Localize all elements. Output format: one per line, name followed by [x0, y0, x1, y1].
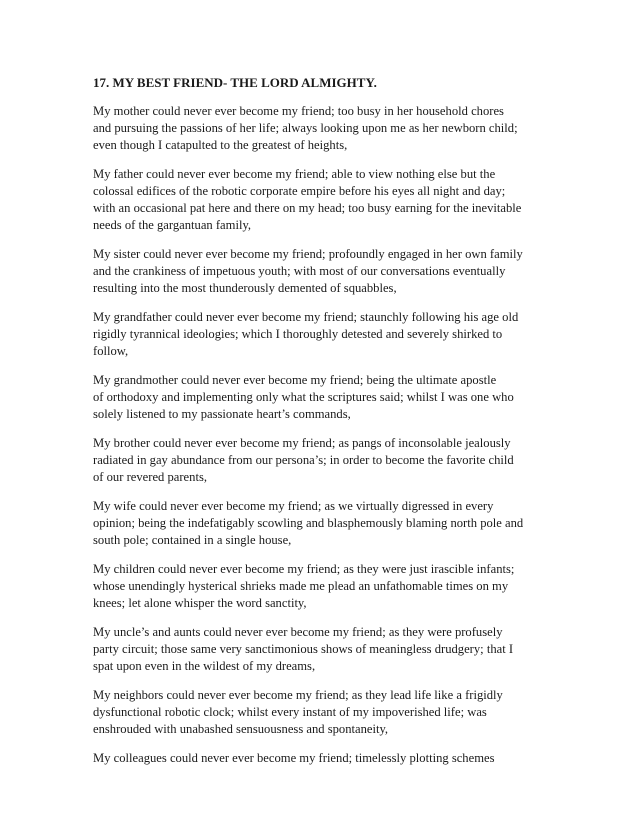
stanza-line: knees; let alone whisper the word sanctity,	[93, 596, 307, 610]
stanza-line: My colleagues could never ever become my friend; timelessly plotting schemes	[93, 751, 495, 765]
stanza-line: My children could never ever become my friend; as they were just irascible infants;	[93, 562, 515, 576]
stanza-line: of orthodoxy and implementing only what the scriptures said; whilst I was one who	[93, 390, 514, 404]
stanza	[93, 624, 553, 675]
stanza	[93, 687, 553, 738]
stanza-line: follow,	[93, 344, 129, 358]
stanza	[93, 498, 553, 549]
stanza-line: of our revered parents,	[93, 470, 207, 484]
stanza-line: spat upon even in the wildest of my dreams,	[93, 659, 316, 673]
stanza-line: My mother could never ever become my friend; too busy in her household chores	[93, 104, 504, 118]
stanza-line: with an occasional pat here and there on my head; too busy earning for the inevitable	[93, 201, 522, 215]
stanza-line: My father could never ever become my friend; able to view nothing else but the	[93, 167, 496, 181]
stanza	[93, 435, 553, 486]
stanza-line: My sister could never ever become my friend; profoundly engaged in her own family	[93, 247, 523, 261]
stanza	[93, 166, 553, 234]
stanza	[93, 561, 553, 612]
stanza-line: resulting into the most thunderously demented of squabbles,	[93, 281, 397, 295]
stanza	[93, 103, 553, 154]
stanza-line: My uncle’s and aunts could never ever become my friend; as they were profusely	[93, 625, 503, 639]
stanza	[93, 372, 553, 423]
stanza-line: south pole; contained in a single house,	[93, 533, 292, 547]
stanza-line: even though I catapulted to the greatest of heights,	[93, 138, 348, 152]
document-page	[93, 75, 553, 779]
stanza-line: and the crankiness of impetuous youth; with most of our conversations eventually	[93, 264, 506, 278]
stanza-line: needs of the gargantuan family,	[93, 218, 252, 232]
stanza-line: My neighbors could never ever become my friend; as they lead life like a frigidly	[93, 688, 503, 702]
poem-title: 17. MY BEST FRIEND- THE LORD ALMIGHTY.	[93, 75, 377, 90]
stanza-line: My wife could never ever become my friend; as we virtually digressed in every	[93, 499, 494, 513]
stanza-line: radiated in gay abundance from our persona’s; in order to become the favorite child	[93, 453, 514, 467]
stanza-line: whose unendingly hysterical shrieks made me plead an unfathomable times on my	[93, 579, 509, 593]
stanza-line: party circuit; those same very sanctimonious shows of meaningless drudgery; that I	[93, 642, 514, 656]
stanza-line: solely listened to my passionate heart’s commands,	[93, 407, 351, 421]
stanza-line: colossal edifices of the robotic corporate empire before his eyes all night and day;	[93, 184, 506, 198]
stanza	[93, 750, 553, 767]
stanza	[93, 246, 553, 297]
stanza-line: opinion; being the indefatigably scowling and blasphemously blaming north pole and	[93, 516, 524, 530]
stanza-line: and pursuing the passions of her life; always looking upon me as her newborn child;	[93, 121, 518, 135]
stanza	[93, 309, 553, 360]
stanza-line: dysfunctional robotic clock; whilst every instant of my impoverished life; was	[93, 705, 487, 719]
poem-body	[93, 103, 553, 767]
stanza-line: enshrouded with unabashed sensuousness and spontaneity,	[93, 722, 389, 736]
stanza-line: My brother could never ever become my friend; as pangs of inconsolable jealously	[93, 436, 511, 450]
stanza-line: My grandfather could never ever become my friend; staunchly following his age old	[93, 310, 519, 324]
stanza-line: rigidly tyrannical ideologies; which I thoroughly detested and severely shirked to	[93, 327, 503, 341]
stanza-line: My grandmother could never ever become my friend; being the ultimate apostle	[93, 373, 497, 387]
